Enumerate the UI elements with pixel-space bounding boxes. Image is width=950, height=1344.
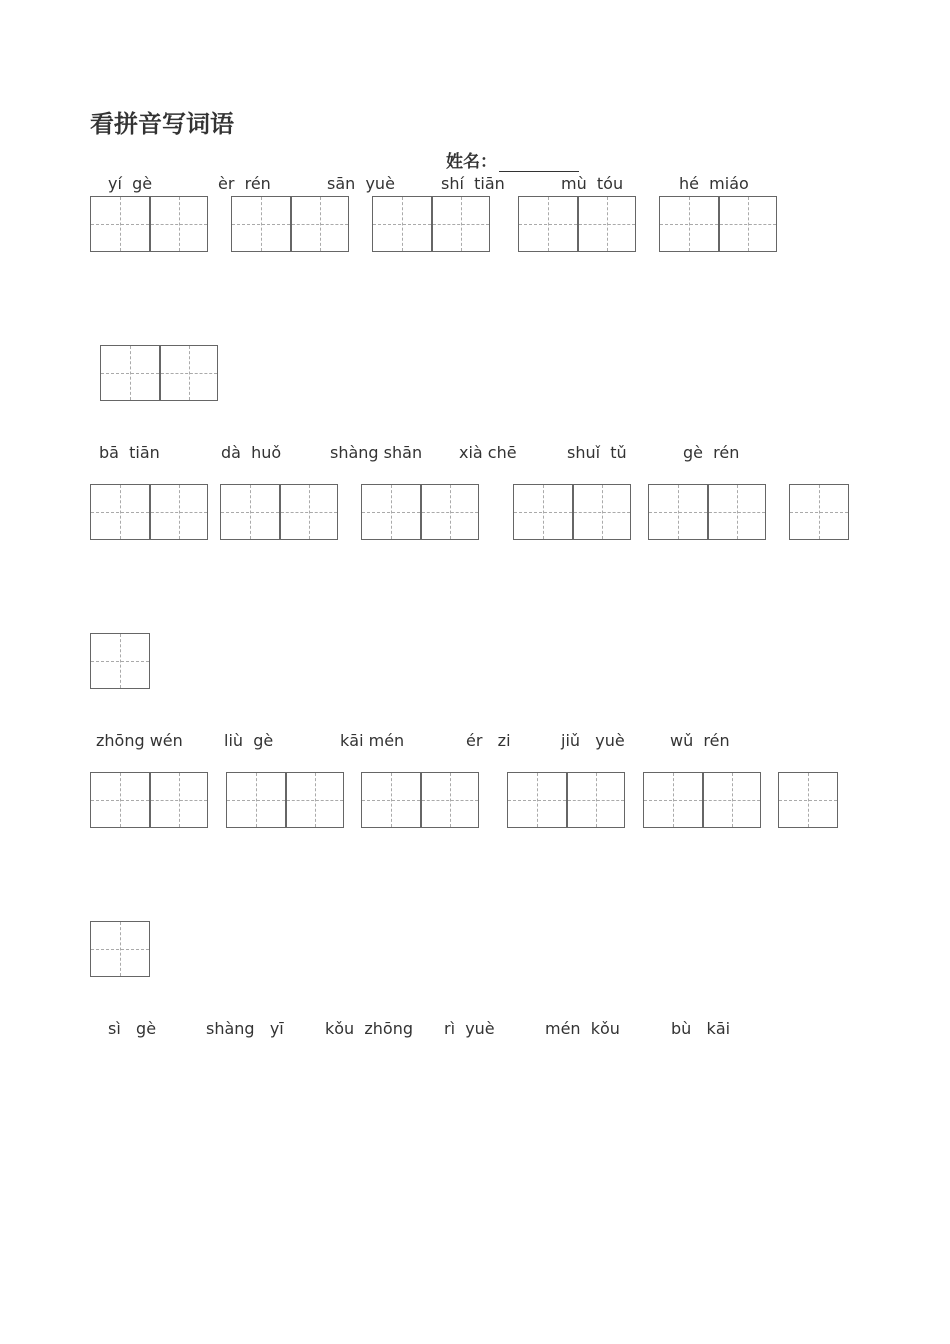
writing-grid[interactable]	[778, 772, 838, 828]
pinyin-label: shàng yī	[206, 1019, 284, 1038]
worksheet-title: 看拼音写词语	[90, 109, 234, 138]
writing-cell[interactable]	[149, 197, 207, 251]
writing-grid[interactable]	[226, 772, 344, 828]
student-name-field[interactable]	[446, 147, 579, 172]
pinyin-label: shàng shān	[330, 443, 423, 462]
pinyin-label: hé miáo	[679, 174, 749, 193]
writing-grid[interactable]	[90, 633, 150, 689]
writing-grid[interactable]	[659, 196, 777, 252]
writing-cell[interactable]	[420, 485, 478, 539]
pinyin-label: yí gè	[108, 174, 153, 193]
name-blank[interactable]	[499, 153, 579, 172]
writing-cell[interactable]	[373, 197, 431, 251]
writing-cell[interactable]	[91, 634, 149, 688]
pinyin-label: dà huǒ	[221, 443, 282, 462]
writing-cell[interactable]	[779, 773, 837, 827]
writing-grid[interactable]	[100, 345, 218, 401]
pinyin-label: bā tiān	[99, 443, 160, 462]
pinyin-label: kāi mén	[340, 731, 405, 750]
writing-cell[interactable]	[707, 485, 765, 539]
writing-grid[interactable]	[643, 772, 761, 828]
pinyin-label: sān yuè	[327, 174, 395, 193]
writing-cell[interactable]	[431, 197, 489, 251]
writing-grid[interactable]	[513, 484, 631, 540]
writing-cell[interactable]	[644, 773, 702, 827]
writing-cell[interactable]	[790, 485, 848, 539]
writing-cell[interactable]	[221, 485, 279, 539]
writing-cell[interactable]	[514, 485, 572, 539]
writing-cell[interactable]	[159, 346, 217, 400]
writing-cell[interactable]	[285, 773, 343, 827]
writing-grid[interactable]	[507, 772, 625, 828]
pinyin-label: kǒu zhōng	[325, 1019, 413, 1038]
writing-grid[interactable]	[518, 196, 636, 252]
writing-grid[interactable]	[90, 772, 208, 828]
writing-cell[interactable]	[577, 197, 635, 251]
writing-cell[interactable]	[91, 922, 149, 976]
writing-grid[interactable]	[361, 484, 479, 540]
writing-grid[interactable]	[361, 772, 479, 828]
writing-cell[interactable]	[660, 197, 718, 251]
pinyin-label: mù tóu	[561, 174, 624, 193]
writing-cell[interactable]	[149, 485, 207, 539]
pinyin-label: gè rén	[683, 443, 740, 462]
pinyin-label: jiǔ yuè	[561, 731, 625, 750]
writing-cell[interactable]	[91, 485, 149, 539]
pinyin-label: liù gè	[224, 731, 274, 750]
writing-cell[interactable]	[508, 773, 566, 827]
pinyin-label: xià chē	[459, 443, 517, 462]
writing-cell[interactable]	[279, 485, 337, 539]
pinyin-label: rì yuè	[444, 1019, 495, 1038]
pinyin-label: èr rén	[218, 174, 271, 193]
pinyin-label: ér zi	[466, 731, 511, 750]
pinyin-label: zhōng wén	[96, 731, 183, 750]
writing-grid[interactable]	[90, 921, 150, 977]
pinyin-label: shí tiān	[441, 174, 505, 193]
writing-grid[interactable]	[372, 196, 490, 252]
pinyin-label: shuǐ tǔ	[567, 443, 627, 462]
pinyin-label: bù kāi	[671, 1019, 731, 1038]
writing-cell[interactable]	[101, 346, 159, 400]
writing-cell[interactable]	[149, 773, 207, 827]
writing-cell[interactable]	[420, 773, 478, 827]
writing-cell[interactable]	[91, 773, 149, 827]
writing-cell[interactable]	[362, 773, 420, 827]
writing-cell[interactable]	[227, 773, 285, 827]
writing-cell[interactable]	[519, 197, 577, 251]
writing-cell[interactable]	[362, 485, 420, 539]
pinyin-label: mén kǒu	[545, 1019, 620, 1038]
writing-grid[interactable]	[220, 484, 338, 540]
writing-grid[interactable]	[90, 196, 208, 252]
writing-cell[interactable]	[566, 773, 624, 827]
writing-grid[interactable]	[231, 196, 349, 252]
writing-grid[interactable]	[90, 484, 208, 540]
writing-cell[interactable]	[572, 485, 630, 539]
writing-grid[interactable]	[648, 484, 766, 540]
pinyin-label: sì gè	[108, 1019, 157, 1038]
writing-cell[interactable]	[718, 197, 776, 251]
writing-grid[interactable]	[789, 484, 849, 540]
writing-cell[interactable]	[649, 485, 707, 539]
writing-cell[interactable]	[702, 773, 760, 827]
writing-cell[interactable]	[232, 197, 290, 251]
pinyin-label: wǔ rén	[670, 731, 730, 750]
writing-cell[interactable]	[91, 197, 149, 251]
name-label: 姓名：	[446, 152, 497, 172]
writing-cell[interactable]	[290, 197, 348, 251]
